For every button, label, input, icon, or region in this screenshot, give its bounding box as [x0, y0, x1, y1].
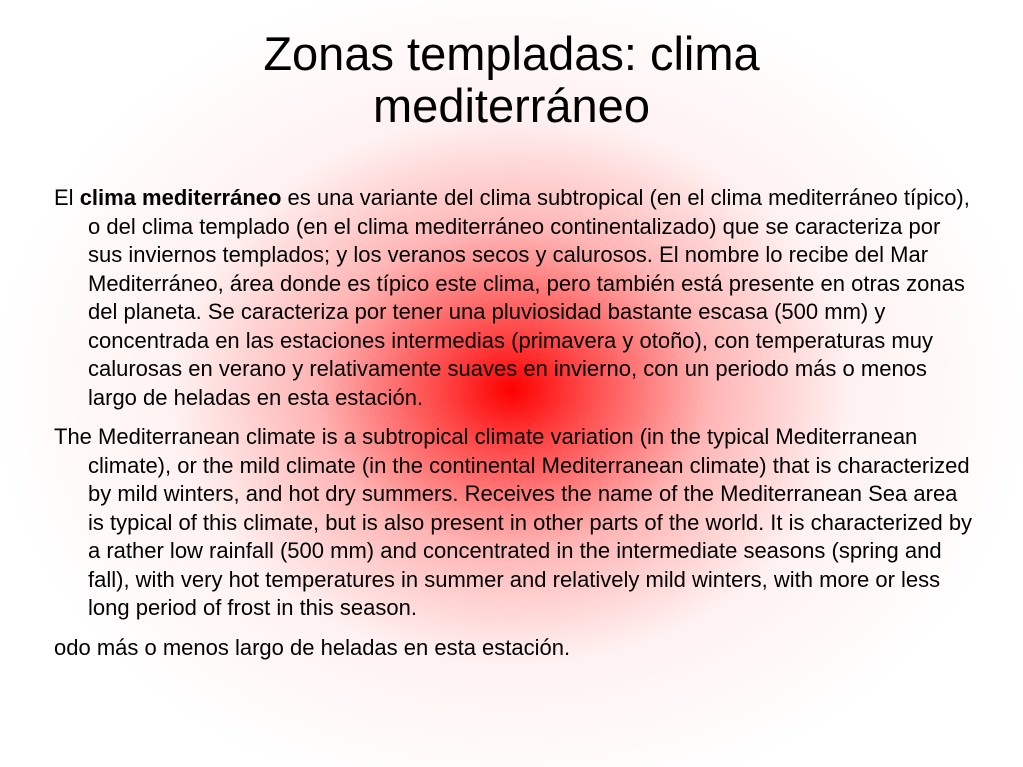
paragraph-spanish-text: es una variante del clima subtropical (en el clima mediterráneo típico), o del clima templado (en el clima mediterráneo continentalizado) que se caracteriza por sus inviernos templados; y los veranos secos y calurosos. El nombre lo recibe del Mar Mediterráneo, área donde es típico este clima, pero también está presente en otras zonas del planeta. Se caracteriza por tener una pluviosidad bastante escasa (500 mm) y concentrada en las estaciones intermedias (primavera y otoño), con temperaturas muy calurosas en verano y relativamente suaves en invierno, con un periodo más o menos largo de heladas en esta estación.: [88, 185, 970, 410]
paragraph-fragment: odo más o menos largo de heladas en esta estación.: [54, 634, 571, 660]
paragraph-spanish: [54, 184, 979, 412]
term-clima-mediterraneo: clima mediterráneo: [79, 185, 282, 210]
slide-title: [40, 28, 983, 132]
slide-title-line-2: mediterráneo: [373, 79, 650, 132]
paragraph-spanish-prefix: El: [54, 185, 80, 210]
slide-title-line-1: Zonas templadas: clima: [263, 27, 760, 80]
paragraph-english: The Mediterranean climate is a subtropical climate variation (in the typical Mediterranean climate), or the mild climate (in the continental Mediterranean climate) that is characterized by mild winters, and hot dry summers. Receives the name of the Mediterranean Sea area is typical of this climate, but is also present in other parts of the world. It is characterized by a rather low rainfall (500 mm) and concentrated in the intermediate seasons (spring and fall), with very hot temperatures in summer and relatively mild winters, with more or less long period of frost in this season.: [54, 424, 973, 620]
slide-body: [54, 184, 979, 673]
